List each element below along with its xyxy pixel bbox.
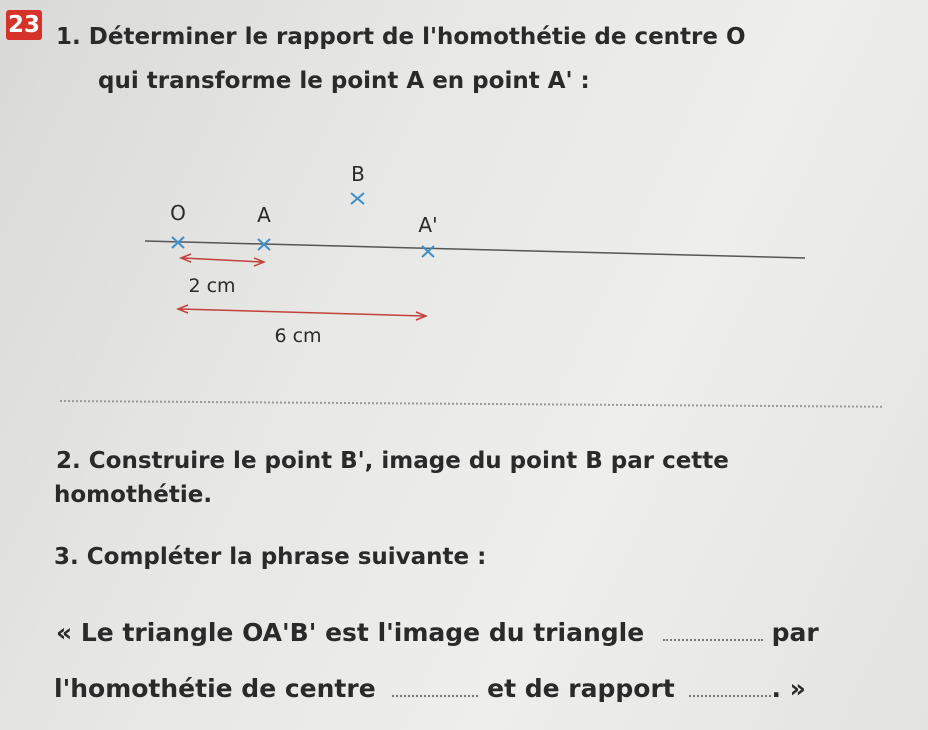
measure-oa-prime-label: 6 cm [274, 325, 322, 347]
label-o: O [170, 201, 186, 225]
homothety-figure [0, 140, 928, 370]
measure-oa-label: 2 cm [188, 275, 236, 297]
cross-b [351, 193, 364, 204]
question-2-text-line-1: Construire le point B', image du point B par cette [88, 448, 729, 474]
arrow-oa-prime [178, 305, 426, 320]
question-2-line-1 [56, 444, 729, 478]
exercise-number-badge: 23 [7, 12, 40, 38]
sentence-part-3: l'homothétie de centre [54, 674, 376, 703]
question-3-label: 3. [54, 544, 79, 570]
arrow-oa [181, 254, 264, 266]
question-2-text-line-2: homothétie. [54, 482, 213, 508]
question-1-line-1 [56, 20, 746, 54]
blank-ratio[interactable] [689, 673, 771, 697]
label-b: B [351, 162, 365, 186]
sentence-part-1: « Le triangle OA'B' est l'image du triangle [56, 618, 645, 647]
sentence-part-4: et de rapport [487, 674, 675, 703]
line-oa [145, 241, 805, 258]
question-1-text-line-2: qui transforme le point A en point A' : [98, 68, 590, 94]
label-a: A [257, 203, 271, 227]
question-1-text-line-1: Déterminer le rapport de l'homothétie de centre O [88, 24, 746, 50]
sentence-line-1 [56, 616, 819, 650]
sentence-part-5: . » [771, 674, 806, 703]
sentence-part-2: par [771, 618, 819, 647]
question-3-line-1 [54, 540, 486, 574]
question-1-label: 1. [56, 24, 81, 50]
sentence-line-2 [54, 672, 806, 706]
label-a-prime: A' [418, 213, 438, 237]
question-3-text-line-1: Compléter la phrase suivante : [86, 544, 487, 570]
blank-center[interactable] [392, 673, 478, 697]
answer-dotted-line [60, 400, 882, 408]
question-2-label: 2. [56, 448, 81, 474]
blank-triangle[interactable] [663, 617, 763, 641]
